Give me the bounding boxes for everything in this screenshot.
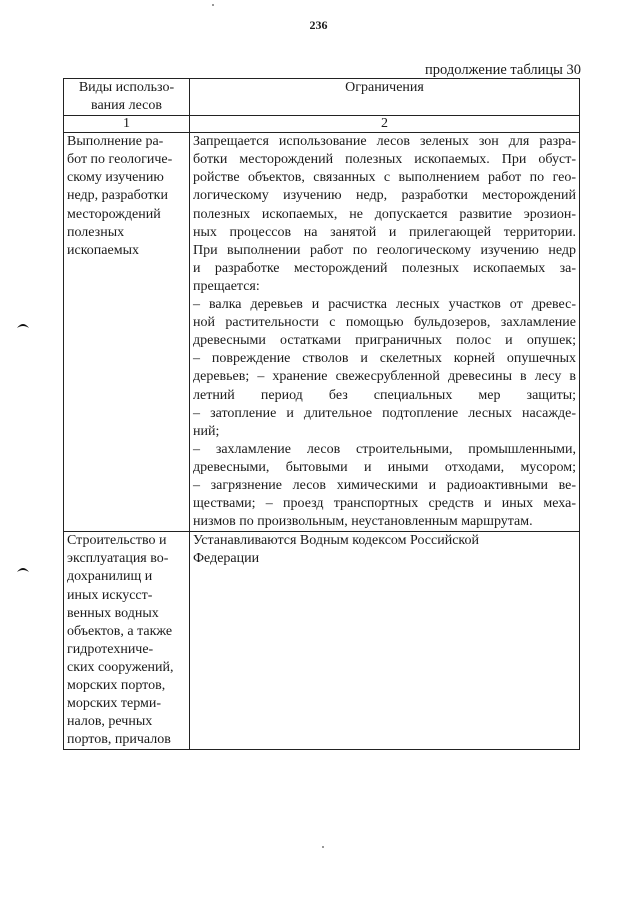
column-number: 2 [190,116,580,133]
margin-mark [16,321,30,329]
table-row [64,532,580,750]
usage-type-cell [64,532,190,750]
header-line: Виды использо- [78,80,175,95]
text-line: Выполнение ра- [67,134,164,150]
restrictions-table [63,78,580,750]
text-line: древесными остатками приграничных полос и опушек; [193,333,576,349]
text-line: эксплуатация во- [67,551,169,567]
header-row [64,79,580,116]
header-line: вания лесов [91,98,162,114]
text-line: полезных ископаемых, не допускается развитие эрозион- [193,206,576,222]
text-line: портов, причалов [67,732,171,748]
text-line: ной растительности с помощью бульдозеров, захламление [193,315,576,331]
column-number-row [64,116,580,133]
text-line: летний период без специальных мер защиты; [193,387,576,403]
text-line: морских терми- [67,696,162,712]
table-row [64,133,580,532]
text-line: ботки месторождений полезных ископаемых. При обуст- [193,152,576,168]
speck [322,846,324,848]
text-line: иных искусст- [67,587,153,603]
text-line: полезных [67,224,125,240]
text-line: – захламление лесов строительными, промышленными, [193,441,576,457]
restrictions-cell [190,133,580,532]
text-line: ний; [193,423,220,439]
header-cell-restrictions: Ограничения [190,79,580,116]
text-line: низмов по произвольным, неустановленным маршрутам. [193,514,533,530]
text-line: недр, разработки [67,188,168,204]
restrictions-cell [190,532,580,750]
text-line: морских портов, [67,678,166,693]
text-line: гидротехниче- [67,641,154,657]
text-line: налов, речных [67,714,153,730]
margin-mark [16,565,30,573]
speck [212,4,214,6]
text-line: объектов, а также [67,623,173,639]
column-number: 1 [64,116,190,133]
text-line: ществами; – проезд транспортных средств и иных меха- [193,496,576,512]
text-line: Строительство и [67,533,167,549]
text-line: бот по геологиче- [67,152,173,168]
header-cell-usage-types [64,79,190,116]
text-line: деревьев; – хранение свежесрубленной древесины в лесу в [193,369,576,385]
text-line: логическому изучению недр, разработки месторождений [193,188,576,204]
text-line: Федерации [193,551,260,567]
text-line: и разработке месторождений полезных ископаемых за- [193,260,576,276]
text-line: ройстве объектов, связанных с выполнением работ по гео- [193,170,576,186]
text-line: – загрязнение лесов химическими и радиоактивными ве- [193,477,576,493]
text-line: – повреждение стволов и скелетных корней опушечных [193,351,576,367]
text-line: месторождений [67,206,161,222]
text-line: Устанавливаются Водным кодексом Российской [193,533,480,549]
text-line: ных процессов на занятой и прилегающей территории. [193,224,576,240]
text-line: ских сооружений, [67,659,174,675]
page-number: 236 [309,18,328,32]
table-continuation-caption: продолжение таблицы 30 [425,62,581,78]
text-line: – валка деревьев и расчистка лесных участков от древес- [193,297,576,313]
text-line: дохранилищ и [67,569,153,585]
text-line: – затопление и длительное подтопление лесных насажде- [193,405,576,421]
text-line: прещается: [193,278,260,294]
text-line: При выполнении работ по геологическому изучению недр [193,242,576,258]
text-line: скому изучению [67,170,164,186]
text-line: Запрещается использование лесов зеленых зон для разра- [193,134,576,150]
usage-type-cell [64,133,190,532]
text-line: древесными, бытовыми и иными отходами, мусором; [193,459,576,475]
text-line: венных водных [67,605,159,621]
text-line: ископаемых [67,242,139,258]
